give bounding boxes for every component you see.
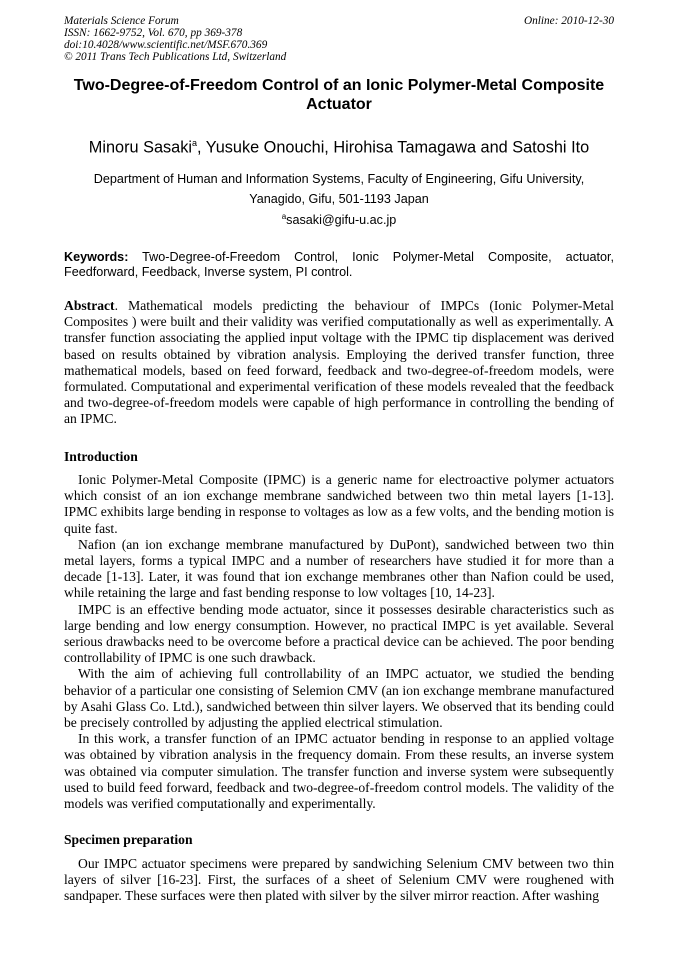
paragraph: Our IMPC actuator specimens were prepared by sandwiching Selenium CMV between two thin layers of silver [16-23]. First, the surfaces of a sheet of Selenium CMV were roughened with sandpaper. These surfaces were then plated with silver by the silver mirror reaction. After washing	[64, 856, 614, 904]
authors	[40, 138, 638, 157]
paragraph: Nafion (an ion exchange membrane manufactured by DuPont), sandwiched between two thin metal layers, forms a typical IMPC and a number of researchers have studied it for more than a decade [1-13]. Later, it was found that ion exchange membranes other than Nafion could be used, while retaining the large and fast bending response to low voltages [10, 14-23].	[64, 536, 614, 601]
affiliation-line2: Yanagido, Gifu, 501-1193 Japan	[249, 192, 429, 206]
paragraph: Ionic Polymer-Metal Composite (IPMC) is a generic name for electroactive polymer actuators which consist of an ion exchange membrane sandwiched between two thin metal layers [1-13]. IPMC exhibits large bending in response to voltages as low as a few volts, and the bending motion is quite fast.	[64, 472, 614, 536]
email	[40, 212, 638, 227]
online-date: Online: 2010-12-30	[523, 15, 614, 27]
author-sup: a	[191, 138, 197, 148]
keywords-label: Keywords:	[64, 250, 129, 264]
author-first: Minoru Sasaki	[88, 138, 192, 157]
paper-title: Two-Degree-of-Freedom Control of an Ionic Polymer-Metal Composite Actuator	[73, 77, 605, 113]
paragraph: IMPC is an effective bending mode actuator, since it possesses desirable characteristics such as large bending and low energy consumption. However, no practical IMPC is yet available. Several serious drawbacks need to be overcome before a practical device can be achieved. The poor bending controllability of IPMC is one such drawback.	[64, 601, 614, 666]
doi: doi:10.4028/www.scientific.net/MSF.670.369	[64, 39, 268, 51]
section-heading-specimen: Specimen preparation	[64, 832, 193, 847]
keywords-text: Two-Degree-of-Freedom Control, Ionic Polymer-Metal Composite, actuator, Feedforward, Feedback, Inverse system, PI control.	[64, 250, 614, 279]
issn: ISSN: 1662-9752, Vol. 670, pp 369-378	[64, 27, 243, 39]
abstract-text: . Mathematical models predicting the behaviour of IMPCs (Ionic Polymer-Metal Composites ) were built and their validity was verified computationally as well as experimentally. A transfer function associating the applied input voltage with the IPMC tip displacement was derived based on results obtained by vibration analysis. Employing the derived transfer function, three mathematical models, based on feed forward, feedback and two-degree-of-freedom models, were formulated. Computational and experimental verification of these models revealed that the feedback and two-degree-of-freedom models were capable of high performance in controlling the bending of an IPMC.	[64, 298, 614, 427]
paragraph: With the aim of achieving full controllability of an IMPC actuator, we studied the bending behavior of a particular one consisting of Selemion CMV (an ion exchange membrane manufactured by Asahi Glass Co. Ltd.), sandwiched between thin silver layers. We observed that its bending could be precisely controlled by adjusting the applied electrical stimulation.	[64, 666, 614, 731]
introduction-body	[64, 472, 614, 812]
journal-header	[64, 15, 286, 63]
section-heading-introduction: Introduction	[64, 449, 138, 464]
keywords	[64, 250, 614, 280]
affiliation-line1: Department of Human and Information Systems, Faculty of Engineering, Gifu University,	[93, 172, 585, 186]
abstract-label: Abstract	[64, 298, 115, 313]
abstract	[64, 298, 614, 428]
email-address: sasaki@gifu-u.ac.jp	[286, 213, 397, 228]
paragraph: In this work, a transfer function of an IPMC actuator bending in response to an applied voltage was obtained by vibration analysis in the frequency domain. From these results, an inverse system was obtained via computer simulation. The transfer function and inverse system were subsequently used to build feed forward, feedback and two-degree-of-freedom control models. The validity of the models was verified computationally and experimentally.	[64, 731, 614, 812]
copyright: © 2011 Trans Tech Publications Ltd, Switzerland	[64, 51, 287, 63]
author-rest: , Yusuke Onouchi, Hirohisa Tamagawa and Satoshi Ito	[196, 138, 590, 157]
journal-name: Materials Science Forum	[64, 15, 179, 27]
specimen-body	[64, 856, 614, 905]
email-sup: a	[281, 212, 287, 221]
